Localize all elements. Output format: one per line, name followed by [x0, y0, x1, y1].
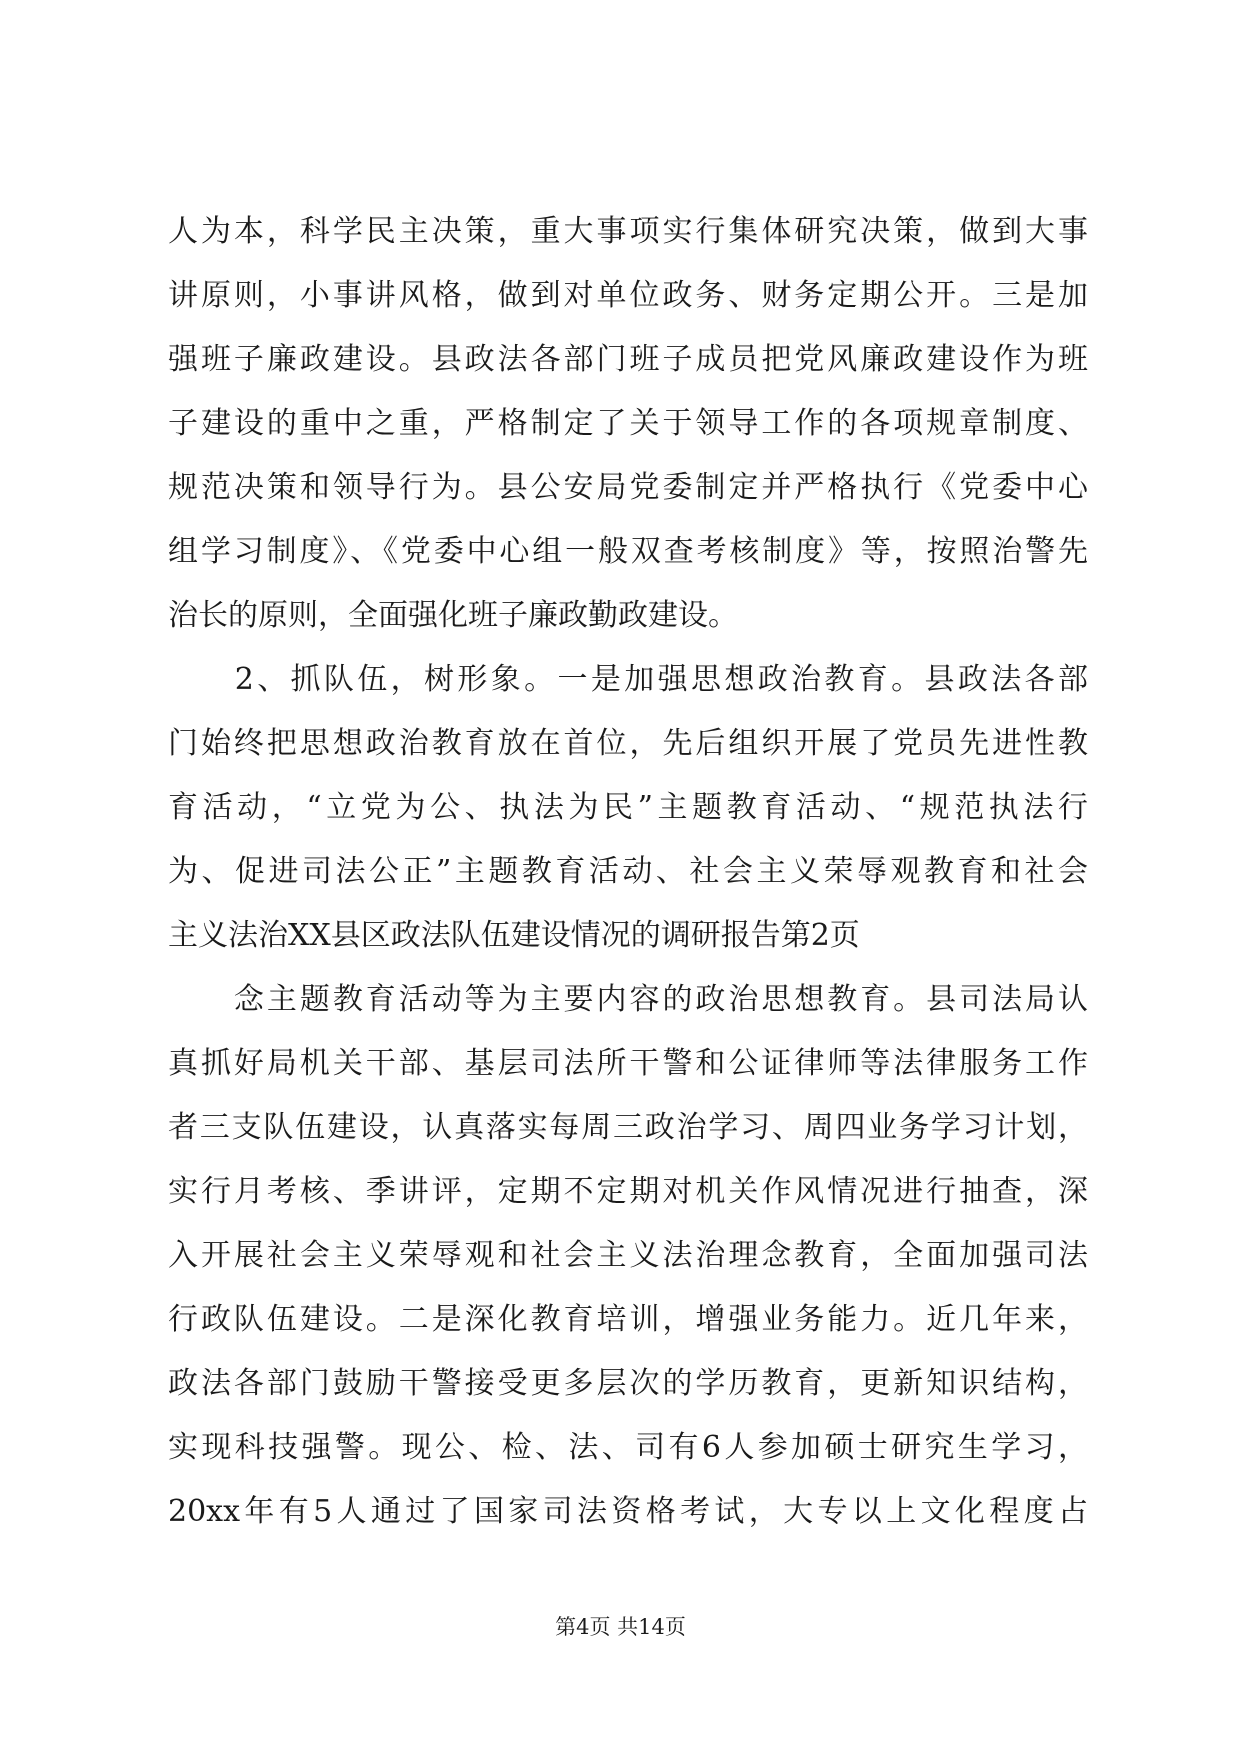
text-line: 20xx年有5人通过了国家司法资格考试，大专以上文化程度占 — [168, 1494, 1088, 1529]
page-number-footer: 第4页 共14页 — [555, 1615, 686, 1639]
text-line: 真抓好局机关干部、基层司法所干警和公证律师等法律服务工作 — [168, 1046, 1088, 1081]
text-line: 实行月考核、季讲评，定期不定期对机关作风情况进行抽查，深 — [168, 1174, 1088, 1209]
text-line: 政法各部门鼓励干警接受更多层次的学历教育，更新知识结构， — [168, 1366, 1088, 1401]
text-line: 组学习制度》、《党委中心组一般双查考核制度》等，按照治警先 — [168, 534, 1088, 569]
text-line: 为、促进司法公正”主题教育活动、社会主义荣辱观教育和社会 — [168, 854, 1088, 889]
text-line: 实现科技强警。现公、检、法、司有6人参加硕士研究生学习， — [168, 1430, 1088, 1465]
text-line: 强班子廉政建设。县政法各部门班子成员把党风廉政建设作为班 — [168, 342, 1088, 377]
text-line: 人为本，科学民主决策，重大事项实行集体研究决策，做到大事 — [168, 214, 1088, 249]
text-line: 行政队伍建设。二是深化教育培训，增强业务能力。近几年来， — [168, 1302, 1088, 1337]
text-line: 子建设的重中之重，严格制定了关于领导工作的各项规章制度、 — [168, 406, 1088, 441]
text-line: 讲原则，小事讲风格，做到对单位政务、财务定期公开。三是加 — [168, 278, 1088, 313]
text-line: 门始终把思想政治教育放在首位，先后组织开展了党员先进性教 — [168, 726, 1088, 761]
text-line: 念主题教育活动等为主要内容的政治思想教育。县司法局认 — [168, 982, 1088, 1017]
text-line: 育活动，“立党为公、执法为民”主题教育活动、“规范执法行 — [168, 790, 1088, 825]
text-line: 治长的原则，全面强化班子廉政勤政建设。 — [168, 598, 738, 633]
document-body — [168, 200, 1088, 1544]
text-line: 规范决策和领导行为。县公安局党委制定并严格执行《党委中心 — [168, 470, 1088, 505]
text-line: 者三支队伍建设，认真落实每周三政治学习、周四业务学习计划， — [168, 1110, 1088, 1145]
text-line: 入开展社会主义荣辱观和社会主义法治理念教育，全面加强司法 — [168, 1238, 1088, 1273]
text-line: 主义法治XX县区政法队伍建设情况的调研报告第2页 — [168, 918, 860, 953]
text-line: 2、抓队伍，树形象。一是加强思想政治教育。县政法各部 — [168, 662, 1088, 697]
